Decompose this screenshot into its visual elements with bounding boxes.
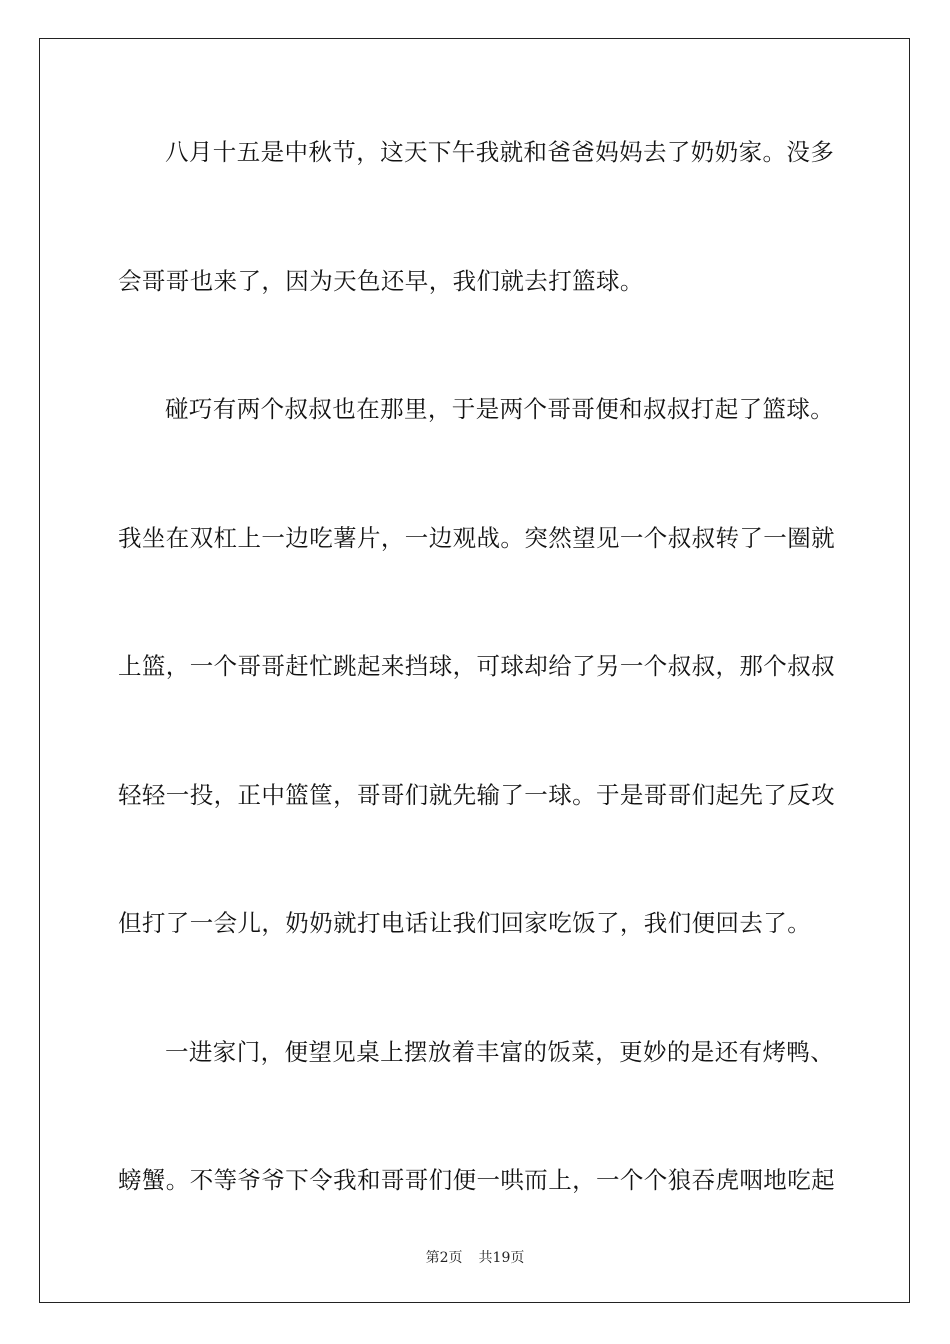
page-footer [0,1247,950,1267]
document-body [118,126,838,1283]
paragraph-line: 螃蟹。不等爷爷下令我和哥哥们便一哄而上，一个个狼吞虎咽地吃起 [118,1166,835,1194]
paragraph-line: 八月十五是中秋节，这天下午我就和爸爸妈妈去了奶奶家。没多 [165,138,835,166]
paragraph-line: 碰巧有两个叔叔也在那里，于是两个哥哥便和叔叔打起了篮球。 [165,395,835,423]
page-total: 共19页 [478,1250,525,1266]
paragraph-line: 但打了一会儿，奶奶就打电话让我们回家吃饭了，我们便回去了。 [118,909,812,937]
page-number: 第2页 [425,1250,463,1266]
paragraph-line: 我坐在双杠上一边吃薯片，一边观战。突然望见一个叔叔转了一圈就 [118,523,835,552]
paragraph-line: 一进家门，便望见桌上摆放着丰富的饭菜，更妙的是还有烤鸭、 [165,1037,835,1066]
paragraph-line: 轻轻一投，正中篮筐，哥哥们就先输了一球。于是哥哥们起先了反攻 [118,780,835,809]
paragraph-line: 上篮，一个哥哥赶忙跳起来挡球，可球却给了另一个叔叔，那个叔叔 [118,652,835,680]
paragraph-line: 会哥哥也来了，因为天色还早，我们就去打篮球。 [118,266,644,295]
